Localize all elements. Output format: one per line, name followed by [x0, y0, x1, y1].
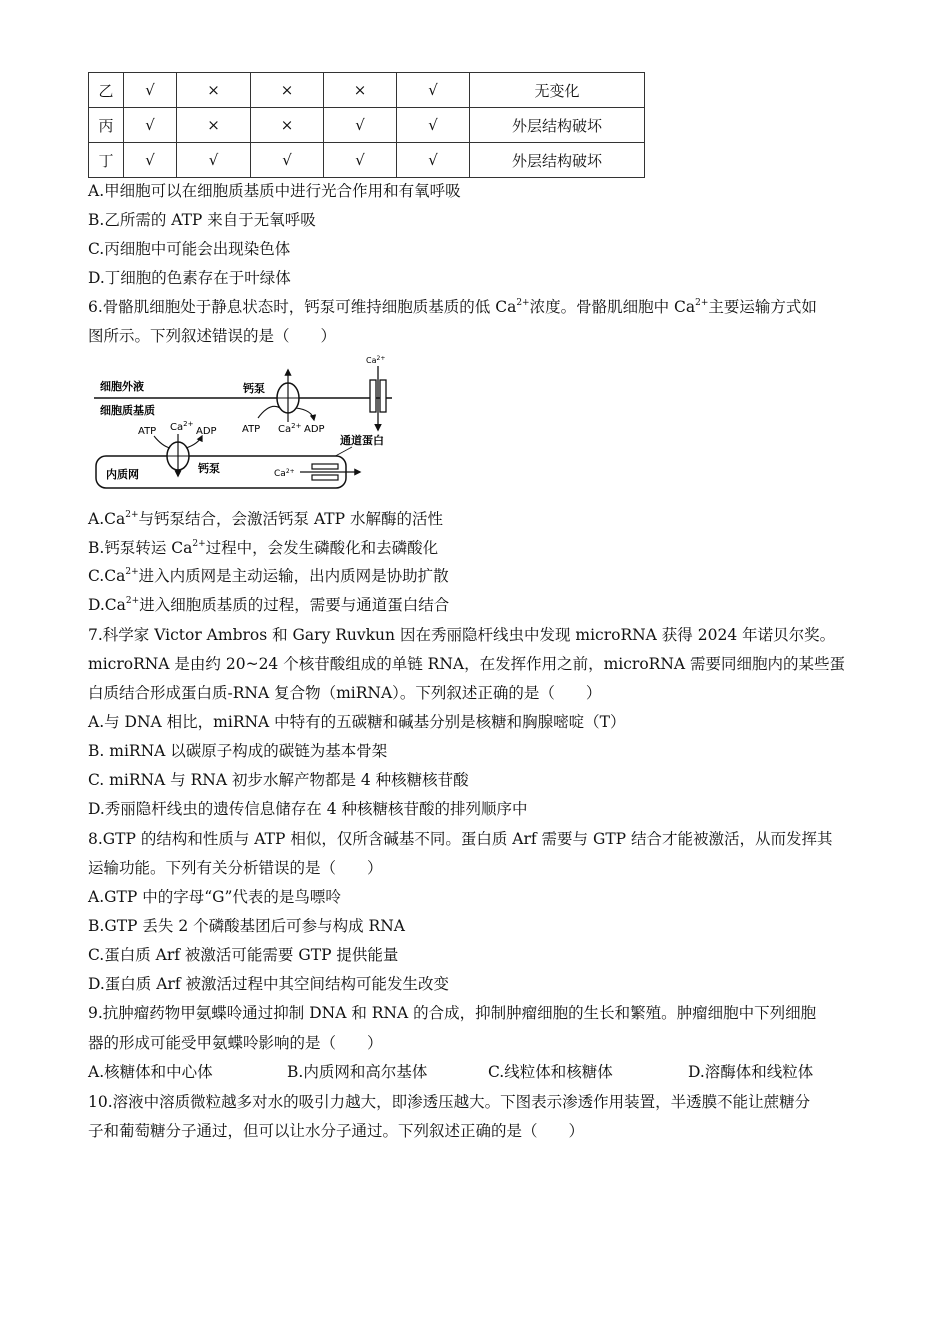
table-result: 外层结构破坏 [470, 143, 645, 178]
label-adp-top: ADP [304, 424, 325, 435]
q8-option-a: A.GTP 中的字母“G”代表的是鸟嘌呤 [88, 888, 341, 906]
table-row [89, 73, 645, 108]
row-label: 丙 [89, 108, 124, 143]
label-er: 内质网 [106, 468, 139, 481]
q6-option-d: $D.Ca^{2+}$进入细胞质基质的过程，需要与通道蛋白结合 [88, 596, 450, 614]
q6-option-a: $A.Ca^{2+}$与钙泵结合，会激活钙泵 ATP 水解酶的活性 [88, 510, 443, 528]
table-cell: √ [124, 73, 177, 108]
q7-option-d: D.秀丽隐杆线虫的遗传信息储存在 4 种核糖核苷酸的排列顺序中 [88, 800, 528, 818]
q10-stem-line1: 10.溶液中溶质微粒越多对水的吸引力越大，即渗透压越大。下图表示渗透作用装置，半透膜不能让蔗糖分 [88, 1093, 811, 1111]
q7-option-b: B. miRNA 以碳原子构成的碳链为基本骨架 [88, 742, 388, 760]
label-adp-er: ADP [196, 426, 217, 437]
adp-arrow [296, 408, 314, 420]
q6-stem-line2: 图所示。下列叙述错误的是（ ） [88, 327, 337, 345]
q8-stem-line2: 运输功能。下列有关分析错误的是（ ） [88, 859, 383, 877]
row-label: 乙 [89, 73, 124, 108]
label-cytoplasm: 细胞质基质 [100, 404, 155, 417]
table-cell: √ [124, 108, 177, 143]
label-ca-er: $Ca^{2+}$ [170, 420, 194, 433]
label-ca-top: $Ca^{2+}$ [278, 422, 302, 435]
q5-option-a: A.甲细胞可以在细胞质基质中进行光合作用和有氧呼吸 [88, 182, 461, 200]
table-row [89, 108, 645, 143]
q5-option-d: D.丁细胞的色素存在于叶绿体 [88, 269, 291, 287]
table-cell: √ [397, 108, 470, 143]
q7-stem-line3: 白质结合形成蛋白质-RNA 复合物（miRNA）。下列叙述正确的是（ ） [88, 684, 602, 702]
table-cell: × [177, 73, 251, 108]
q7-option-a: A.与 DNA 相比，miRNA 中特有的五碳糖和碱基分别是核糖和胸腺嘧啶（T） [88, 713, 626, 731]
q7-option-c: C. miRNA 与 RNA 初步水解产物都是 4 种核糖核苷酸 [88, 771, 469, 789]
q9-stem-line1: 9.抗肿瘤药物甲氨蝶呤通过抑制 DNA 和 RNA 的合成，抑制肿瘤细胞的生长和繁殖。肿瘤细胞中下列细胞 [88, 1004, 817, 1022]
table-cell: √ [177, 143, 251, 178]
q6-stem: 6.骨骼肌细胞处于静息状态时，钙泵可维持细胞质基质的低 $Ca^{2+}$浓度。骨骼肌细胞中 $Ca^{2+}$主要运输方式如 [88, 298, 817, 316]
table-cell: √ [324, 108, 397, 143]
table-result: 无变化 [470, 73, 645, 108]
label-atp-er: ATP [138, 426, 157, 437]
table-cell: √ [251, 143, 324, 178]
q7-stem-line2: microRNA 是由约 20~24 个核苷酸组成的单链 RNA，在发挥作用之前，microRNA 需要同细胞内的某些蛋 [88, 655, 846, 673]
er-atp-arrow [154, 436, 170, 448]
q9-option-a: A.核糖体和中心体 [88, 1063, 213, 1081]
label-atp-top: ATP [242, 424, 261, 435]
q7-stem-line1: 7.科学家 Victor Ambros 和 Gary Ruvkun 因在秀丽隐杆线虫中发现 microRNA 获得 2024 年诺贝尔奖。 [88, 626, 836, 644]
q8-stem-line1: 8.GTP 的结构和性质与 ATP 相似，仅所含碱基不同。蛋白质 Arf 需要与 GTP 结合才能被激活，从而发挥其 [88, 830, 833, 848]
er-channel-top [312, 464, 338, 469]
label-ca-channel: $Ca^{2+}$ [366, 355, 386, 365]
table-cell: × [251, 73, 324, 108]
q10-stem-line2: 子和葡萄糖分子通过，但可以让水分子通过。下列叙述正确的是（ ） [88, 1122, 585, 1140]
q5-option-b: B.乙所需的 ATP 来自于无氧呼吸 [88, 211, 316, 229]
table-cell: × [324, 73, 397, 108]
label-pump-top: 钙泵 [243, 382, 265, 395]
table-cell: × [177, 108, 251, 143]
table-cell: √ [124, 143, 177, 178]
q8-option-c: C.蛋白质 Arf 被激活可能需要 GTP 提供能量 [88, 946, 399, 964]
q9-option-b: B.内质网和高尔基体 [287, 1063, 428, 1081]
table-cell: √ [324, 143, 397, 178]
q9-option-c: C.线粒体和核糖体 [488, 1063, 613, 1081]
calcium-transport-diagram [90, 352, 400, 494]
membrane-channel-left [370, 380, 376, 412]
label-outside: 细胞外液 [100, 380, 144, 393]
results-table [88, 72, 645, 178]
q6-option-c: $C.Ca^{2+}$进入内质网是主动运输，出内质网是协助扩散 [88, 567, 449, 585]
table-cell: × [251, 108, 324, 143]
table-cell: √ [397, 73, 470, 108]
membrane-channel-right [380, 380, 386, 412]
table-row [89, 143, 645, 178]
atp-arrow [258, 406, 280, 418]
q8-option-d: D.蛋白质 Arf 被激活过程中其空间结构可能发生改变 [88, 975, 449, 993]
q5-option-c: C.丙细胞中可能会出现染色体 [88, 240, 291, 258]
label-ca-er-channel: $Ca^{2+}$ [274, 468, 295, 479]
er-adp-arrow [186, 436, 202, 448]
label-channel: 通道蛋白 [340, 434, 384, 447]
label-pump-er: 钙泵 [198, 462, 220, 475]
table-cell: √ [397, 143, 470, 178]
q9-option-d: D.溶酶体和线粒体 [688, 1063, 814, 1081]
q8-option-b: B.GTP 丢失 2 个磷酸基团后可参与构成 RNA [88, 917, 405, 935]
q6-option-b: B.钙泵转运 $Ca^{2+}$过程中，会发生磷酸化和去磷酸化 [88, 539, 439, 557]
q9-stem-line2: 器的形成可能受甲氨蝶呤影响的是（ ） [88, 1034, 383, 1052]
row-label: 丁 [89, 143, 124, 178]
er-channel-bottom [312, 475, 338, 480]
table-result: 外层结构破坏 [470, 108, 645, 143]
